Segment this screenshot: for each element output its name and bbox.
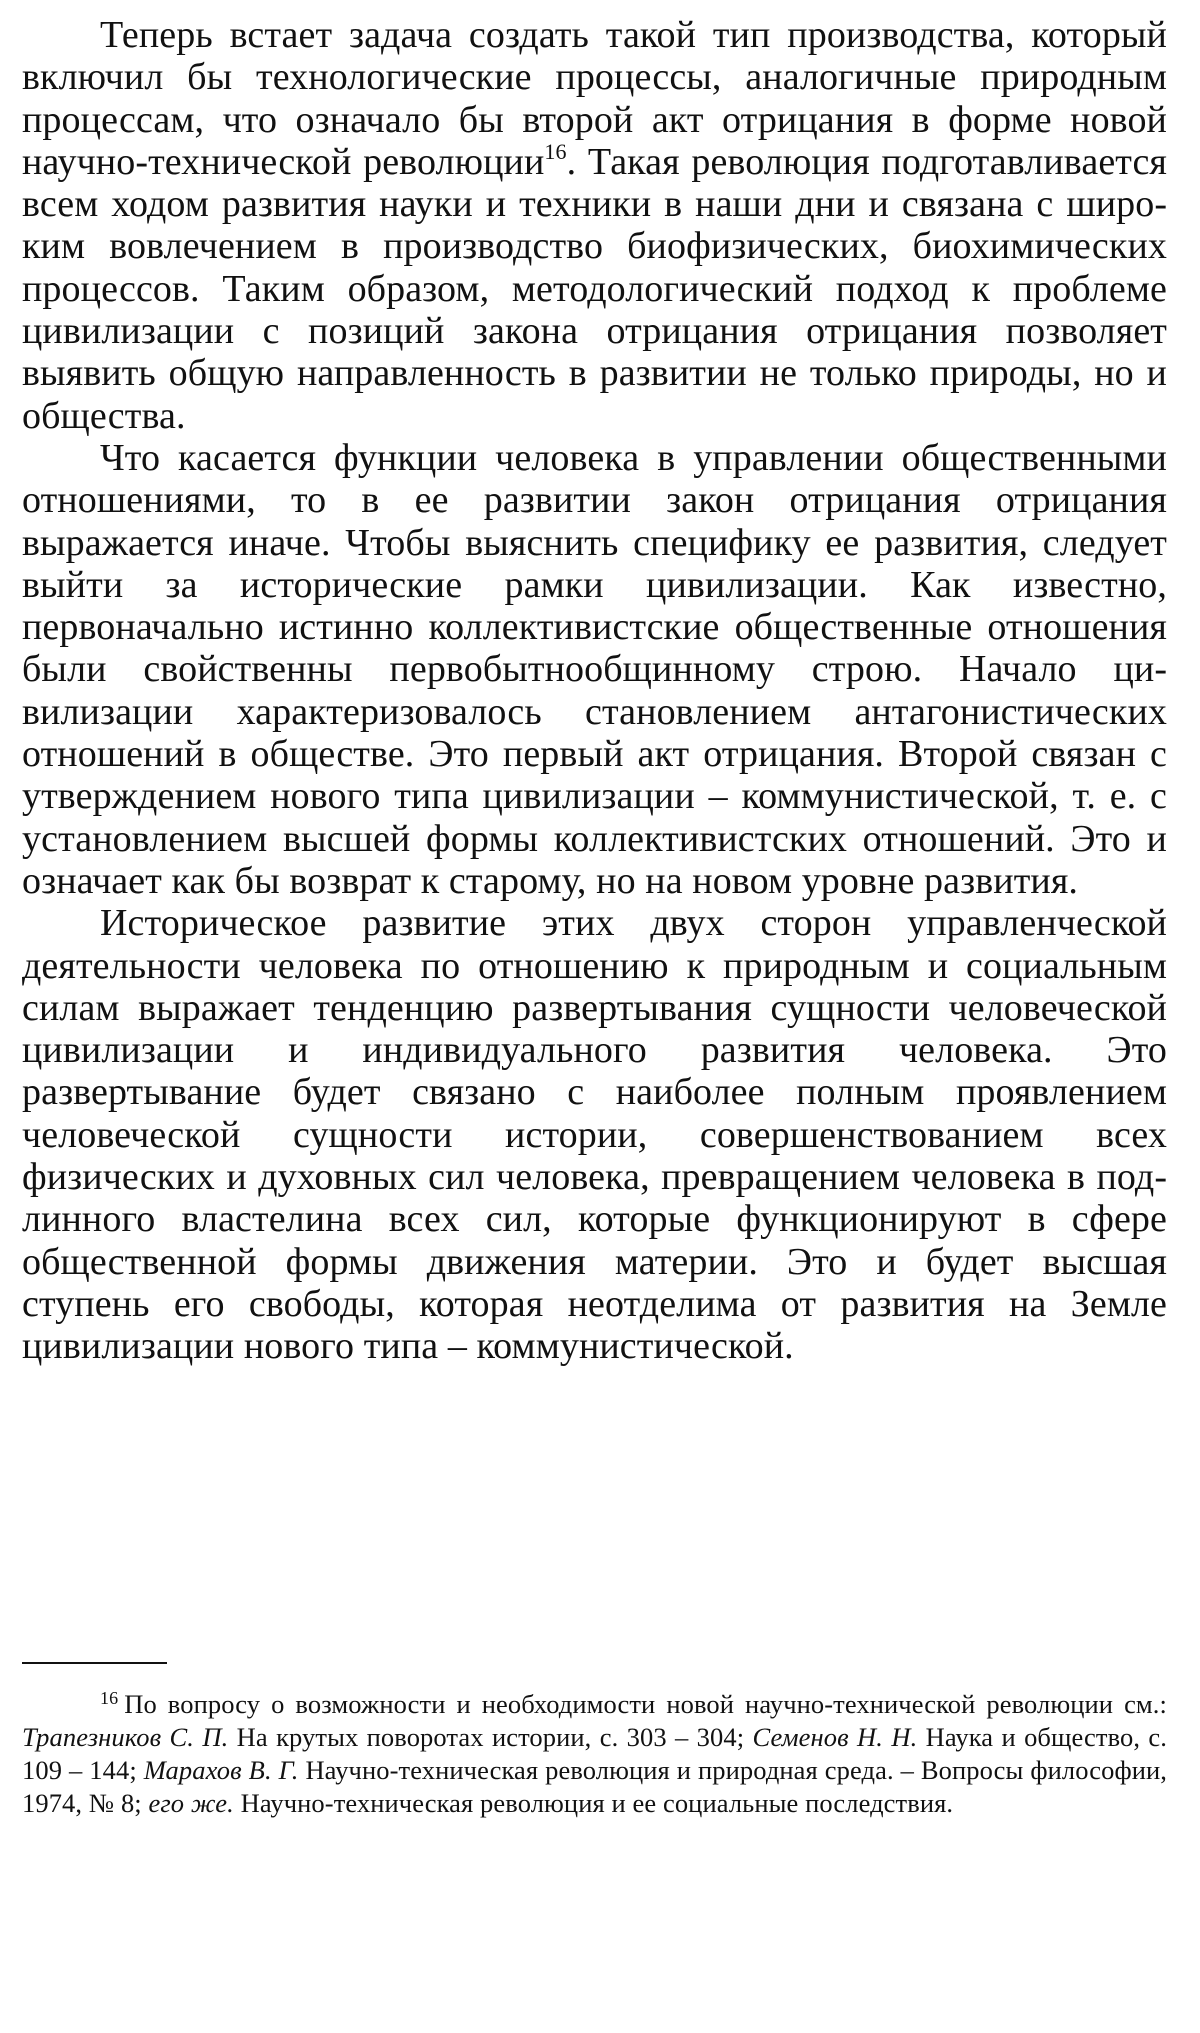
footnote-intro: По вопросу о возможности и необходимости новой научно-технической революции см.:	[124, 1689, 1167, 1719]
footnote-text-3: Научно-техническая революция и природная среда. – Вопросы философии, 1974, № 8;	[22, 1755, 1167, 1818]
footnote-author-4: его же.	[148, 1788, 234, 1818]
main-text	[22, 14, 1167, 1368]
footnote	[22, 1688, 1167, 1820]
footnote-text-1: На крутых поворотах истории, с. 303 – 304;	[228, 1722, 753, 1752]
paragraph-3: Историческое развитие этих двух сторон управленческой деятельности человека по отношению к природным и социальным силам выражает тенденцию развертывания сущности человеческой цивилизации и индивидуального развития человека. Это развертывание будет связано с наиболее полным проявлением человеческой сущности истории, совершенствованием всех физических и духовных сил человека, превращением человека в подлинного властелина всех сил, которые функционируют в сфере общественной формы движения материи. Это и будет высшая ступень его свободы, которая неотделима от развития на Земле цивилизации нового типа – коммунистической.	[22, 902, 1167, 1368]
paragraph-1-text-end: . Такая революция подготавливается всем ходом развития науки и техники в наши дни и связана с широким вовлечением в производство биофизических, биохимических процессов. Таким образом, методологический подход к проблеме цивилизации с позиций закона отрицания отрицания позволяет выявить общую направленность в развитии не только природы, но и общества.	[22, 140, 1167, 437]
footnote-author-2: Семенов Н. Н.	[752, 1722, 918, 1752]
footnote-reference[interactable]: 16	[544, 138, 567, 164]
paragraph-2: Что касается функции человека в управлении общественными отношениями, то в ее развитии закон отрицания отрицания выражается иначе. Чтобы выяснить специфику ее развития, следует выйти за исторические рамки цивилизации. Как известно, первоначально истинно коллективистские общественные отношения были свойственны первобытнообщинному строю. Начало цивилизации характеризовалось становлением антагонистических отношений в обществе. Это первый акт отрицания. Второй связан с утверждением нового типа цивилизации – коммунистической, т. е. с установлением высшей формы коллективистских отношений. Это и означает как бы возврат к старому, но на новом уровне развития.	[22, 436, 1167, 902]
paragraph-1	[22, 14, 1167, 437]
footnote-separator	[22, 1662, 167, 1664]
footnote-number: 16	[100, 1688, 119, 1708]
footnote-author-3: Марахов В. Г.	[143, 1755, 299, 1785]
footnote-text-2: Наука и общество, с. 109 – 144;	[22, 1722, 1167, 1785]
footnote-author-1: Трапезников С. П.	[22, 1722, 229, 1752]
paragraph-1-text-start: Теперь встает задача создать такой тип производства, который включил бы технологические процессы, аналогичные природным процессам, что означало бы второй акт отрицания в форме новой научно-технической революции	[22, 14, 1167, 183]
footnote-text-4: Научно-техническая революция и ее социальные последствия.	[233, 1788, 954, 1818]
